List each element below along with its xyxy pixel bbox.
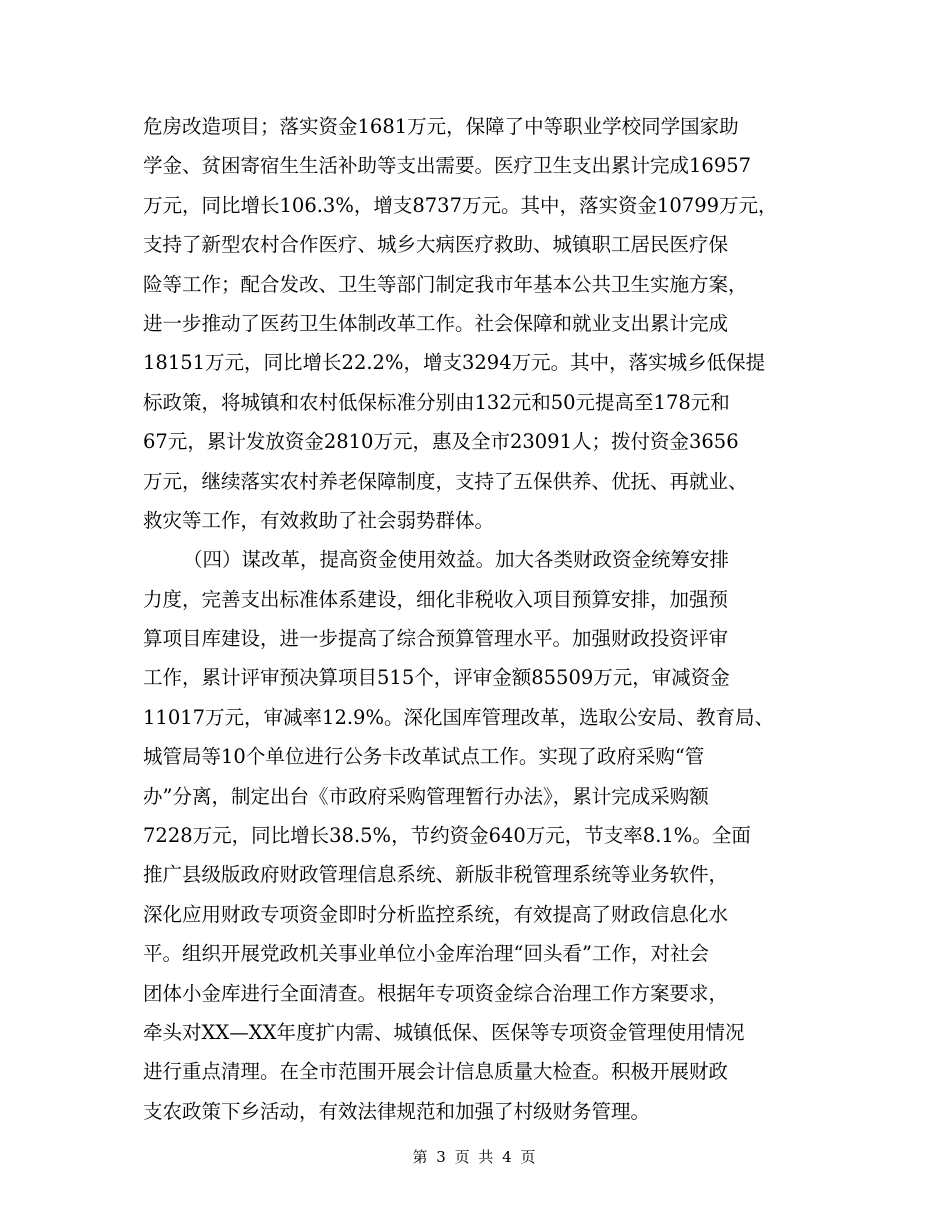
text-line: 支农政策下乡活动，有效法律规范和加强了村级财务管理。 [143, 1099, 651, 1123]
text-line: 学金、贫困寄宿生生活补助等支出需要。医疗卫生支出累计完成16957 [143, 154, 752, 178]
text-line: 算项目库建设，进一步提高了综合预算管理水平。加强财政投资评审 [143, 627, 729, 651]
text-line: 深化应用财政专项资金即时分析监控系统，有效提高了财政信息化水 [143, 902, 729, 926]
text-line: 万元，同比增长106.3%，增支8737万元。其中，落实资金10799万元， [143, 193, 778, 217]
text-line: 救灾等工作，有效救助了社会弱势群体。 [143, 508, 495, 532]
text-line: 力度，完善支出标准体系建设，细化非税收入项目预算安排，加强预 [143, 587, 729, 611]
text-line: 支持了新型农村合作医疗、城乡大病医疗救助、城镇职工居民医疗保 [143, 233, 729, 257]
text-line: 67元，累计发放资金2810万元，惠及全市23091人；拨付资金3656 [143, 430, 739, 454]
text-line: 万元，继续落实农村养老保障制度，支持了五保供养、优抚、再就业、 [143, 469, 748, 493]
text-line: 险等工作；配合发改、卫生等部门制定我市年基本公共卫生实施方案， [143, 272, 748, 296]
text-line: 团体小金库进行全面清查。根据年专项资金综合治理工作方案要求， [143, 981, 729, 1005]
page-footer: 第 3 页 共 4 页 [412, 1148, 538, 1166]
text-line: 标政策，将城镇和农村低保标准分别由132元和50元提高至178元和 [143, 390, 730, 414]
text-line: 18151万元，同比增长22.2%，增支3294万元。其中，落实城乡低保提 [143, 351, 766, 375]
text-line: 7228万元，同比增长38.5%，节约资金640万元，节支率8.1%。全面 [143, 824, 751, 848]
text-line: 11017万元，审减率12.9%。深化国库管理改革，选取公安局、教育局、 [143, 705, 774, 729]
text-line: 工作，累计评审预决算项目515个，评审金额85509万元，审减资金 [143, 666, 730, 690]
text-line: 危房改造项目；落实资金1681万元，保障了中等职业学校同学国家助 [143, 115, 739, 138]
text-line: 办”分离，制定出台《市政府采购管理暂行办法》，累计完成采购额 [143, 784, 709, 808]
text-line: 进一步推动了医药卫生体制改革工作。社会保障和就业支出累计完成 [143, 311, 729, 335]
text-line: 推广县级版政府财政管理信息系统、新版非税管理系统等业务软件， [143, 863, 729, 887]
text-line: 平。组织开展党政机关事业单位小金库治理“回头看”工作，对社会 [143, 942, 709, 966]
section-heading-line: （四）谋改革，提高资金使用效益。加大各类财政资金统筹安排 [183, 548, 730, 572]
text-line: 城管局等10个单位进行公务卡改革试点工作。实现了政府采购“管 [143, 745, 705, 769]
text-line: 牵头对XX—XX年度扩内需、城镇低保、医保等专项资金管理使用情况 [143, 1020, 745, 1044]
body-text [143, 107, 833, 1131]
text-line: 进行重点清理。在全市范围开展会计信息质量大检查。积极开展财政 [143, 1060, 729, 1084]
